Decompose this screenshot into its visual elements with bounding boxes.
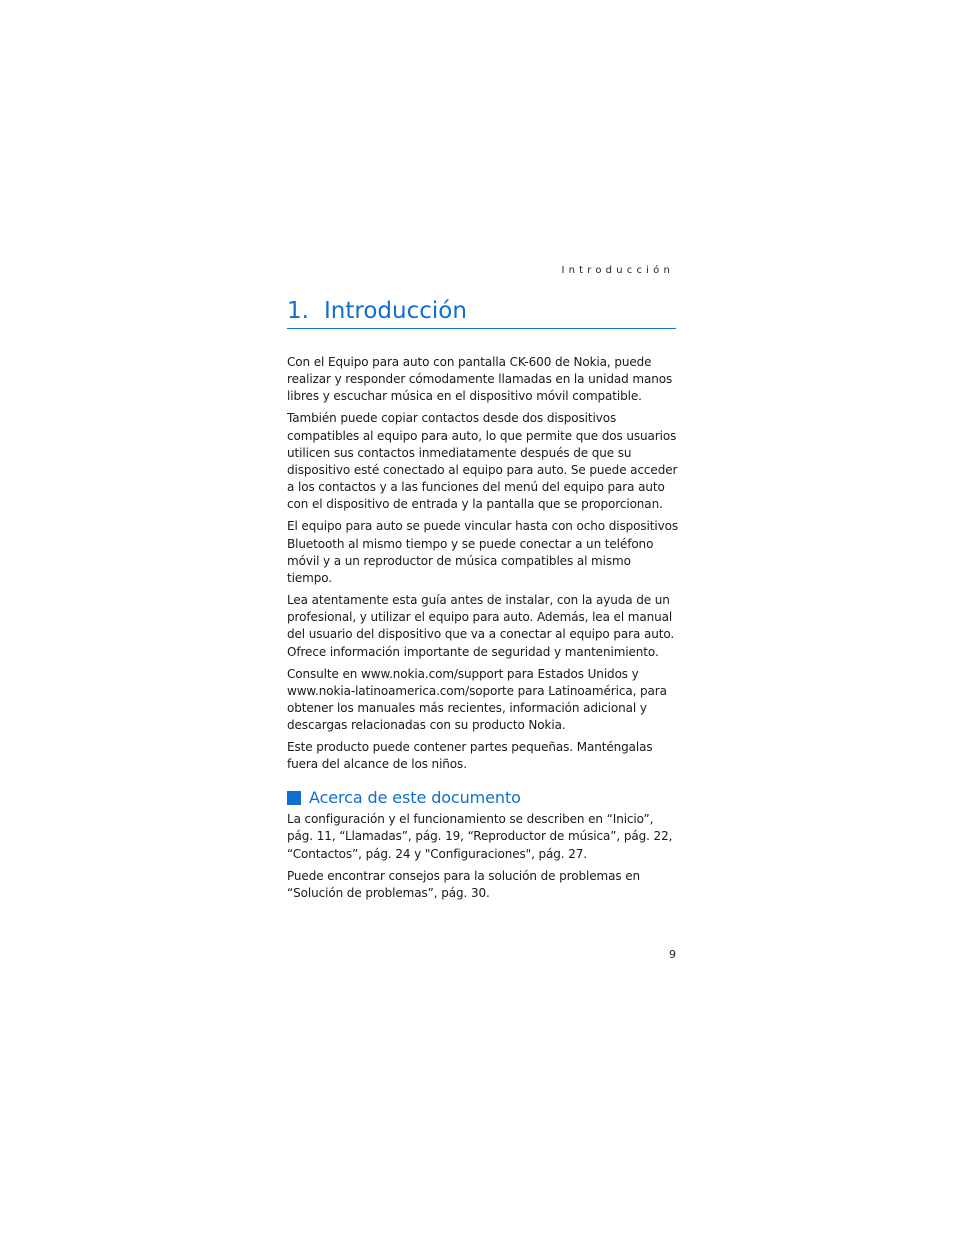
paragraph-small-parts: Este producto puede contener partes pequeñas. Manténgalas fuera del alcance de los niños. [287, 740, 653, 772]
chapter-title-text: Introducción [324, 298, 467, 324]
page-number: 9 [669, 948, 676, 961]
paragraph-bluetooth: El equipo para auto se puede vincular hasta con ocho dispositivos Bluetooth al mismo tiempo y se puede conectar a un teléfono móvil y a un reproductor de música compatibles al mismo tiempo. [287, 519, 679, 586]
running-header: Introducción [561, 265, 674, 276]
square-bullet-icon [287, 791, 301, 805]
paragraph-support-links: Consulte en www.nokia.com/support para Estados Unidos y www.nokia-latinoamerica.com/soporte para Latinoamérica, para obtener los manuales más recientes, información adicional y descargas relacionadas con su producto Nokia. [287, 666, 667, 733]
chapter-number: 1. [287, 298, 309, 324]
paragraph-read-guide: Lea atentamente esta guía antes de instalar, con la ayuda de un profesional, y utilizar el equipo para auto. Además, lea el manual del usuario del dispositivo que va a conectar al equipo para auto. Ofrece información importante de seguridad y mantenimiento. [287, 593, 675, 659]
chapter-title [287, 294, 676, 329]
page-body [287, 354, 679, 907]
paragraph-troubleshooting: Puede encontrar consejos para la solución de problemas en “Solución de problemas”, pág. 30. [287, 868, 640, 900]
paragraph-document-structure: La configuración y el funcionamiento se describen en “Inicio”, pág. 11, “Llamadas”, pág. 19, “Reproductor de música”, pág. 22, “Contactos”, pág. 24 y "Configuraciones", pág. 27. [287, 812, 673, 861]
paragraph-contacts: También puede copiar contactos desde dos dispositivos compatibles al equipo para auto, lo que permite que dos usuarios utilicen sus contactos inmediatamente después de que su dispositivo esté conectado al equipo para auto. Se puede acceder a los contactos y a las funciones del menú del equipo para auto con el dispositivo de entrada y la pantalla que se proporcionan. [287, 411, 678, 512]
paragraph-intro: Con el Equipo para auto con pantalla CK-600 de Nokia, puede realizar y responder cómodamente llamadas en la unidad manos libres y escuchar música en el dispositivo móvil compatible. [287, 355, 673, 404]
section-heading-text: Acerca de este documento [309, 788, 521, 808]
section-heading [287, 788, 679, 808]
